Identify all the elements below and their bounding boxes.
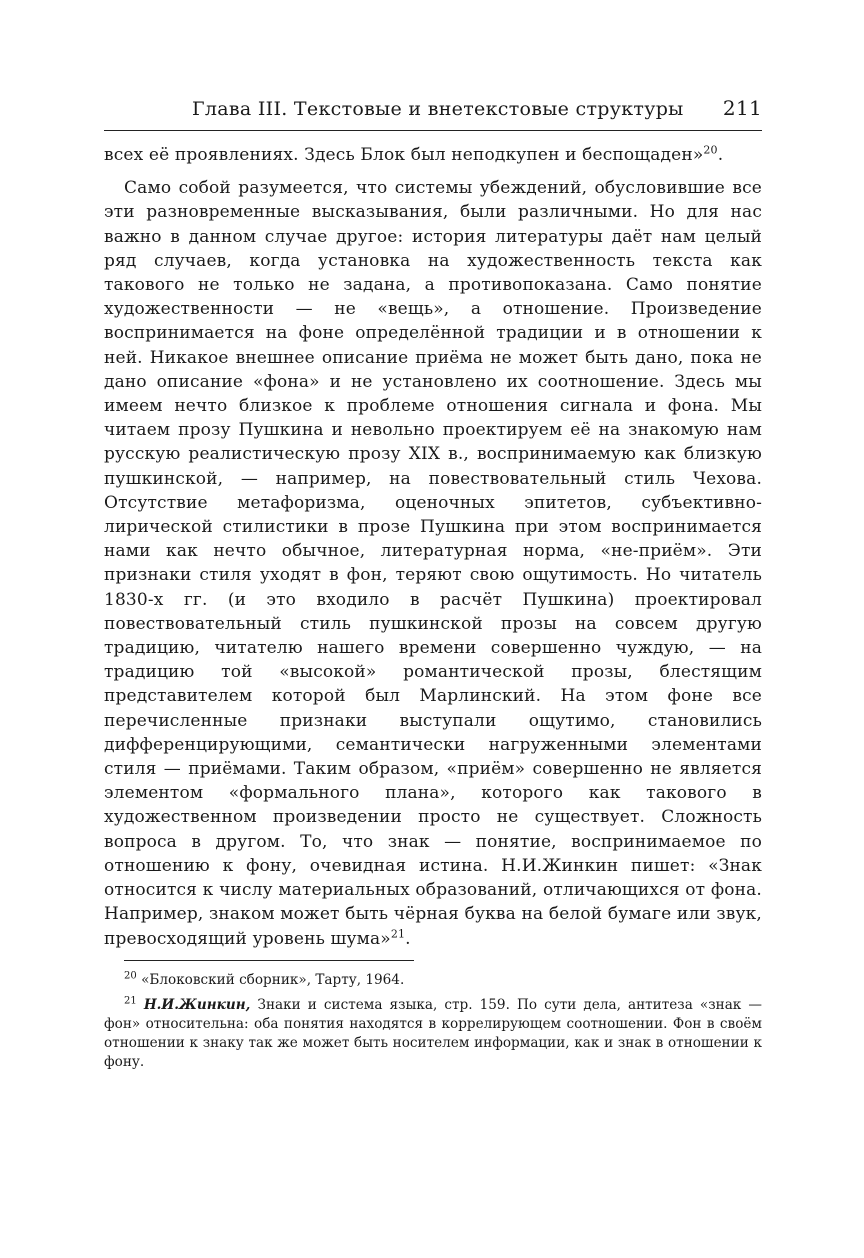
footnote-author: Н.И.Жинкин, <box>143 996 251 1013</box>
paragraph-text: всех её проявлениях. Здесь Блок был неподкупен и беспощаден» <box>104 145 704 165</box>
paragraph-text: Само собой разумеется, что системы убеждений, обусловившие все эти разновременные высказывания, были различными. Но для нас важно в данном случае другое: история литературы даёт нам целый ряд случаев, когда установка на художественность текста как такового не только не задана, а противопоказана. Само понятие художественности — не «вещь», а отношение. Произведение воспринимается на фоне определённой традиции и в отношении к ней. Никакое внешнее описание приёма не может быть дано, пока не дано описание «фона» и не установлено их соотношение. Здесь мы имеем нечто близкое к проблеме отношения сигнала и фона. Мы читаем прозу Пушкина и невольно проектируем её на знакомую нам русскую реалистическую прозу XIX в., воспринимаемую как близкую пушкинской, — например, на повествовательный стиль Чехова. Отсутствие метафоризма, оценочных эпитетов, субъективно-лирической стилистики в прозе Пушкина при этом воспринимается нами как нечто обычное, литературная норма, «не-приём». Эти признаки стиля уходят в фон, теряют свою ощутимость. Но читатель 1830-х гг. (и это входило в расчёт Пушкина) проектировал повествовательный стиль пушкинской прозы на совсем другую традицию, читателю нашего времени совершенно чуждую, — на традицию той «высокой» романтической прозы, блестящим представителем которой был Марлинский. На этом фоне все перечисленные признаки выступали ощутимо, становились дифференцирующими, семантически нагруженными элементами стиля — приёмами. Таким образом, «приём» совершенно не является элементом «формального плана», которого как такового в художественном произведении просто не существует. Сложность вопроса в другом. То, что знак — понятие, воспринимаемое по отношению к фону, очевидная истина. Н.И.Жинкин пишет: «Знак относится к числу материальных образований, отличающихся от фона. Например, знаком может быть чёрная буква на белой бумаге или звук, превосходящий уровень шума» <box>104 178 762 949</box>
main-text <box>104 143 762 951</box>
book-page <box>104 96 762 1078</box>
footnote-text: «Блоковский сборник», Тарту, 1964. <box>141 971 405 988</box>
footnote-number: 20 <box>124 970 137 982</box>
paragraph-main <box>104 176 762 951</box>
paragraph-end: . <box>717 145 724 165</box>
footnote-rule <box>124 960 414 961</box>
header-rule <box>104 130 762 131</box>
page-number: 211 <box>722 96 762 120</box>
footnote-20 <box>104 971 762 990</box>
footnotes <box>104 971 762 1072</box>
paragraph-end: . <box>405 928 411 949</box>
footnote-ref-20[interactable]: 20 <box>703 143 718 157</box>
paragraph-continuation <box>104 143 762 167</box>
footnote-text: Знаки и система языка, стр. 159. По сути дела, антитеза «знак — фон» относительна: оба понятия находятся в коррелирующем соотношении. Фон в своём отношении к знаку так же может быть носителем информации, как и знак в отношении к фону. <box>104 996 762 1070</box>
footnote-ref-21[interactable]: 21 <box>390 926 406 940</box>
running-header <box>104 96 762 130</box>
footnote-21 <box>104 996 762 1072</box>
chapter-title: Глава III. Текстовые и внетекстовые структуры <box>192 98 684 120</box>
footnote-number: 21 <box>124 995 137 1007</box>
